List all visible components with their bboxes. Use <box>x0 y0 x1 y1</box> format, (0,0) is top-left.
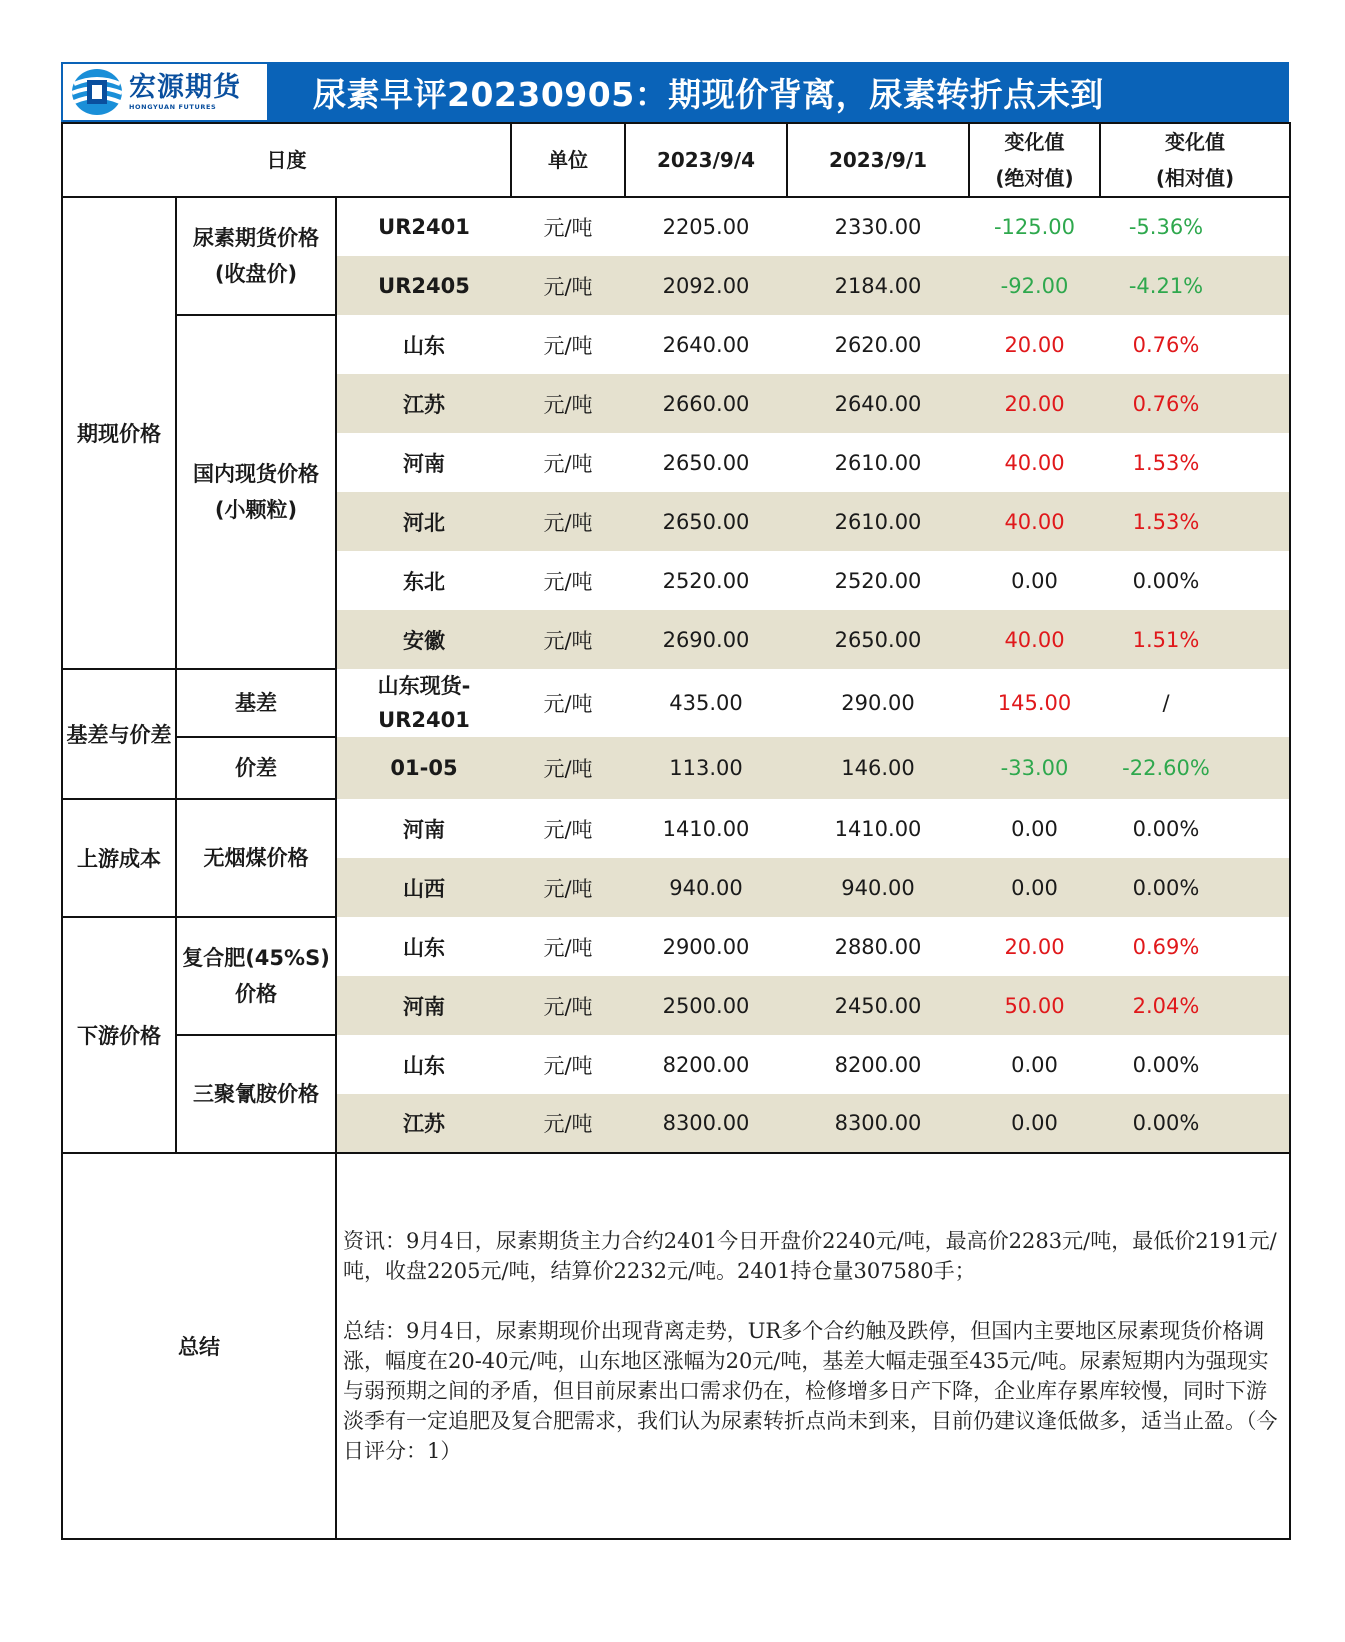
report-sheet <box>61 62 1289 1540</box>
category-basis: 基差与价差 <box>62 669 176 799</box>
row-unit: 元/吨 <box>511 737 625 799</box>
row-name: 江苏 <box>336 374 511 433</box>
header-period: 日度 <box>62 123 511 197</box>
row-unit: 元/吨 <box>511 1094 625 1153</box>
row-unit: 元/吨 <box>511 256 625 315</box>
category-upstream: 上游成本 <box>62 799 176 917</box>
row-unit: 元/吨 <box>511 976 625 1035</box>
row-rel-change: 0.00% <box>1100 1094 1232 1153</box>
row-value-date1: 2660.00 <box>625 374 787 433</box>
row-value-date2: 2520.00 <box>787 551 969 610</box>
header-unit: 单位 <box>511 123 625 197</box>
row-value-date1: 2205.00 <box>625 197 787 256</box>
table-header <box>62 123 1290 197</box>
header-rel-change: 变化值 (相对值) <box>1100 123 1290 197</box>
row-value-date1: 2640.00 <box>625 315 787 374</box>
row-value-date2: 2450.00 <box>787 976 969 1035</box>
subcat-futures: 尿素期货价格 (收盘价) <box>176 197 336 315</box>
summary-text <box>336 1153 1290 1539</box>
row-rel-change: 0.76% <box>1100 374 1232 433</box>
row-end-cell <box>1232 315 1290 374</box>
company-logo <box>61 62 267 122</box>
row-rel-change: 0.69% <box>1100 917 1232 976</box>
row-name: 东北 <box>336 551 511 610</box>
logo-english: HONGYUAN FUTURES <box>129 102 217 111</box>
row-value-date1: 8300.00 <box>625 1094 787 1153</box>
row-unit: 元/吨 <box>511 315 625 374</box>
row-name: 河南 <box>336 976 511 1035</box>
table-row <box>62 197 1290 256</box>
row-rel-change: -4.21% <box>1100 256 1232 315</box>
report-title: 尿素早评20230905：期现价背离，尿素转折点未到 <box>313 74 1104 114</box>
row-abs-change: 40.00 <box>969 610 1100 669</box>
row-name: 江苏 <box>336 1094 511 1153</box>
row-end-cell <box>1232 737 1290 799</box>
row-value-date2: 2184.00 <box>787 256 969 315</box>
row-end-cell <box>1232 551 1290 610</box>
row-name: 河南 <box>336 433 511 492</box>
row-value-date2: 2610.00 <box>787 433 969 492</box>
row-value-date2: 2620.00 <box>787 315 969 374</box>
table-row <box>62 799 1290 858</box>
table-row <box>62 917 1290 976</box>
row-value-date1: 1410.00 <box>625 799 787 858</box>
row-value-date2: 8200.00 <box>787 1035 969 1094</box>
row-abs-change: 20.00 <box>969 315 1100 374</box>
row-abs-change: 20.00 <box>969 917 1100 976</box>
row-rel-change: 0.76% <box>1100 315 1232 374</box>
row-value-date1: 2092.00 <box>625 256 787 315</box>
row-rel-change: -22.60% <box>1100 737 1232 799</box>
row-value-date2: 2330.00 <box>787 197 969 256</box>
row-value-date1: 2500.00 <box>625 976 787 1035</box>
row-abs-change: 0.00 <box>969 1094 1100 1153</box>
row-abs-change: 20.00 <box>969 374 1100 433</box>
row-end-cell <box>1232 976 1290 1035</box>
row-end-cell <box>1232 197 1290 256</box>
row-rel-change: 1.53% <box>1100 433 1232 492</box>
row-end-cell <box>1232 917 1290 976</box>
row-name: UR2401 <box>336 197 511 256</box>
subcat-spot: 国内现货价格 (小颗粒) <box>176 315 336 669</box>
row-name: 山东 <box>336 315 511 374</box>
row-abs-change: -92.00 <box>969 256 1100 315</box>
header-date2: 2023/9/1 <box>787 123 969 197</box>
row-rel-change: 2.04% <box>1100 976 1232 1035</box>
row-abs-change: 0.00 <box>969 1035 1100 1094</box>
row-name: 山东 <box>336 1035 511 1094</box>
logo-name: 宏源期货 <box>129 71 241 103</box>
row-value-date2: 1410.00 <box>787 799 969 858</box>
table-row <box>62 669 1290 737</box>
row-value-date1: 435.00 <box>625 669 787 737</box>
row-end-cell <box>1232 256 1290 315</box>
summary-label: 总结 <box>62 1153 336 1539</box>
row-unit: 元/吨 <box>511 433 625 492</box>
row-abs-change: 0.00 <box>969 799 1100 858</box>
row-value-date1: 2650.00 <box>625 433 787 492</box>
header-abs-change: 变化值 (绝对值) <box>969 123 1100 197</box>
row-abs-change: 50.00 <box>969 976 1100 1035</box>
row-value-date1: 2520.00 <box>625 551 787 610</box>
subcat-coal: 无烟煤价格 <box>176 799 336 917</box>
row-end-cell <box>1232 1094 1290 1153</box>
price-table <box>61 122 1291 1540</box>
subcat-spread: 价差 <box>176 737 336 799</box>
row-rel-change: 0.00% <box>1100 858 1232 917</box>
table-row <box>62 315 1290 374</box>
row-value-date1: 2650.00 <box>625 492 787 551</box>
row-rel-change: -5.36% <box>1100 197 1232 256</box>
row-value-date1: 2690.00 <box>625 610 787 669</box>
table-row <box>62 1035 1290 1094</box>
row-end-cell <box>1232 610 1290 669</box>
row-name: 山西 <box>336 858 511 917</box>
row-unit: 元/吨 <box>511 917 625 976</box>
summary-conclusion: 总结：9月4日，尿素期现价出现背离走势，UR多个合约触及跌停，但国内主要地区尿素现货价格调涨，幅度在20-40元/吨，山东地区涨幅为20元/吨，基差大幅走强至435元/吨。尿素短期内为强现实与弱预期之间的矛盾，但目前尿素出口需求仍在，检修增多日产下降，企业库存累库较慢，同时下游淡季有一定追肥及复合肥需求，我们认为尿素转折点尚未到来，目前仍建议逢低做多，适当止盈。（今日评分：1） <box>343 1319 1278 1463</box>
row-value-date2: 2880.00 <box>787 917 969 976</box>
row-value-date2: 2640.00 <box>787 374 969 433</box>
row-end-cell <box>1232 1035 1290 1094</box>
row-unit: 元/吨 <box>511 858 625 917</box>
table-row <box>62 737 1290 799</box>
row-end-cell <box>1232 858 1290 917</box>
row-value-date1: 2900.00 <box>625 917 787 976</box>
row-value-date2: 940.00 <box>787 858 969 917</box>
row-name: 山东现货- UR2401 <box>336 669 511 737</box>
row-abs-change: -33.00 <box>969 737 1100 799</box>
row-value-date2: 2610.00 <box>787 492 969 551</box>
subcat-melamine: 三聚氰胺价格 <box>176 1035 336 1153</box>
row-value-date1: 8200.00 <box>625 1035 787 1094</box>
summary-news: 资讯：9月4日，尿素期货主力合约2401今日开盘价2240元/吨，最高价2283元/吨，最低价2191元/吨，收盘2205元/吨，结算价2232元/吨。2401持仓量307580手； <box>343 1229 1277 1283</box>
row-name: UR2405 <box>336 256 511 315</box>
row-unit: 元/吨 <box>511 610 625 669</box>
row-name: 河南 <box>336 799 511 858</box>
row-end-cell <box>1232 799 1290 858</box>
row-unit: 元/吨 <box>511 197 625 256</box>
row-name: 01-05 <box>336 737 511 799</box>
row-rel-change: 1.53% <box>1100 492 1232 551</box>
row-rel-change: 0.00% <box>1100 1035 1232 1094</box>
category-downstream: 下游价格 <box>62 917 176 1153</box>
row-unit: 元/吨 <box>511 799 625 858</box>
row-value-date2: 8300.00 <box>787 1094 969 1153</box>
row-rel-change: 0.00% <box>1100 551 1232 610</box>
title-banner <box>61 62 1289 122</box>
row-unit: 元/吨 <box>511 374 625 433</box>
row-abs-change: 0.00 <box>969 858 1100 917</box>
row-unit: 元/吨 <box>511 492 625 551</box>
category-spot-futures: 期现价格 <box>62 197 176 669</box>
logo-globe-icon <box>69 66 125 118</box>
row-value-date2: 146.00 <box>787 737 969 799</box>
row-unit: 元/吨 <box>511 1035 625 1094</box>
row-unit: 元/吨 <box>511 669 625 737</box>
header-date1: 2023/9/4 <box>625 123 787 197</box>
row-name: 山东 <box>336 917 511 976</box>
row-name: 河北 <box>336 492 511 551</box>
row-rel-change: 0.00% <box>1100 799 1232 858</box>
subcat-basis: 基差 <box>176 669 336 737</box>
summary-row <box>62 1153 1290 1539</box>
row-unit: 元/吨 <box>511 551 625 610</box>
row-rel-change: 1.51% <box>1100 610 1232 669</box>
row-value-date2: 2650.00 <box>787 610 969 669</box>
subcat-compound: 复合肥(45%S) 价格 <box>176 917 336 1035</box>
row-value-date1: 940.00 <box>625 858 787 917</box>
row-abs-change: 40.00 <box>969 492 1100 551</box>
row-name: 安徽 <box>336 610 511 669</box>
row-value-date1: 113.00 <box>625 737 787 799</box>
row-rel-change: / <box>1100 669 1232 737</box>
row-abs-change: 0.00 <box>969 551 1100 610</box>
row-abs-change: 145.00 <box>969 669 1100 737</box>
row-abs-change: -125.00 <box>969 197 1100 256</box>
row-end-cell <box>1232 669 1290 737</box>
row-end-cell <box>1232 433 1290 492</box>
row-end-cell <box>1232 492 1290 551</box>
row-abs-change: 40.00 <box>969 433 1100 492</box>
row-end-cell <box>1232 374 1290 433</box>
row-value-date2: 290.00 <box>787 669 969 737</box>
